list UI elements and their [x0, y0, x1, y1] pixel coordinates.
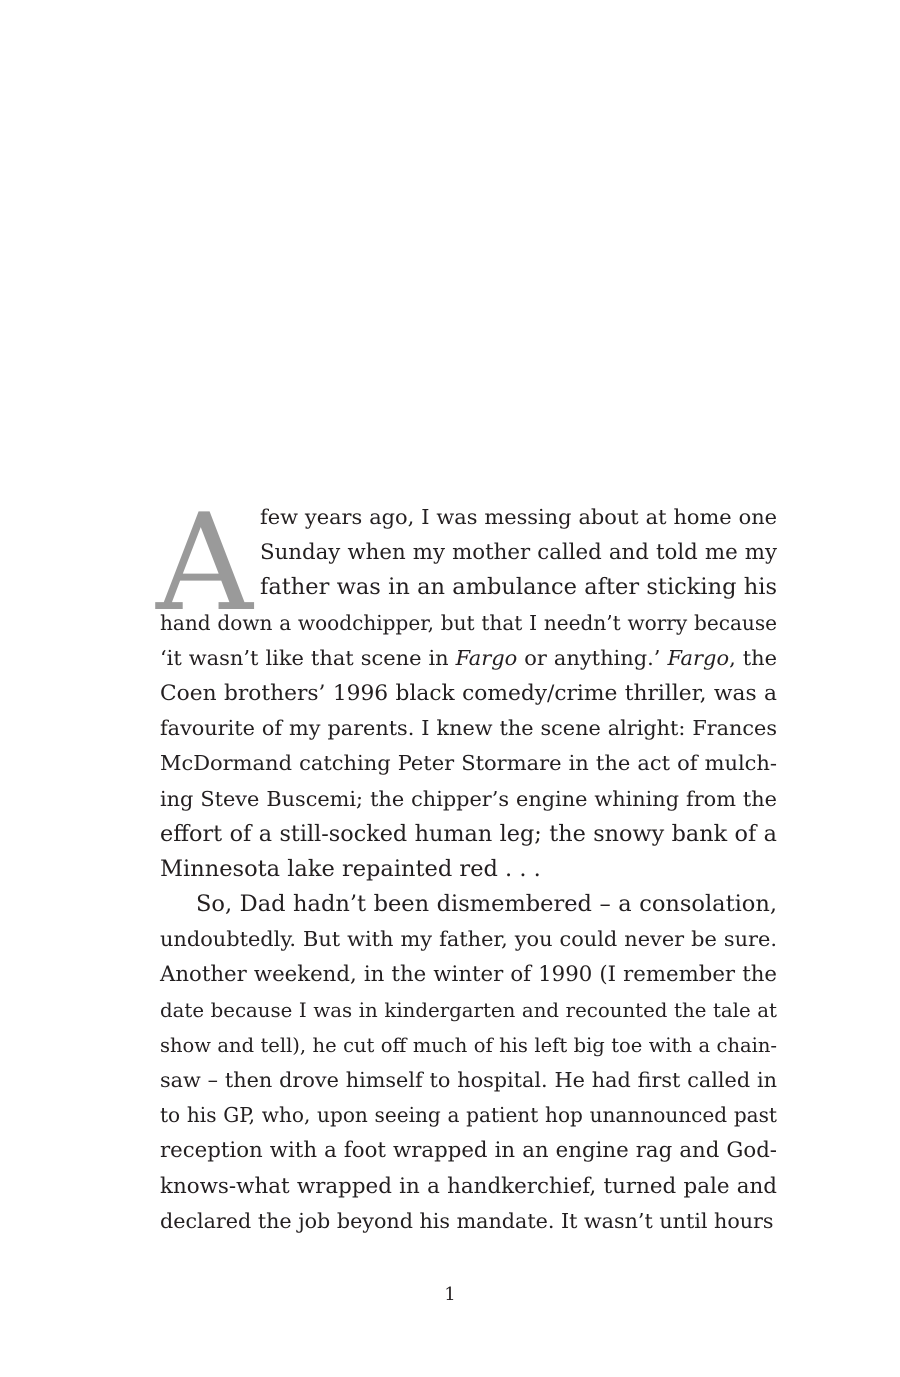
text-line: reception with a foot wrapped in an engine rag and God- — [160, 1138, 777, 1164]
text-line: Another weekend, in the winter of 1990 (I remember the — [160, 962, 777, 988]
text-line: father was in an ambulance after sticking his — [260, 574, 777, 601]
text-line: McDormand catching Peter Stormare in the act of mulch- — [160, 751, 777, 776]
text-line: So, Dad hadn’t been dismembered – a consolation, — [196, 891, 777, 918]
paragraph-2 — [160, 887, 777, 1239]
text-line: few years ago, I was messing about at home one — [260, 505, 777, 529]
text-run: , the — [729, 645, 778, 670]
text-line: Minnesota lake repainted red . . . — [160, 855, 541, 882]
text-line: saw – then drove himself to hospital. He had first called in — [160, 1068, 777, 1092]
text-line: ing Steve Buscemi; the chipper’s engine whining from the — [160, 786, 777, 811]
drop-cap: A — [156, 485, 253, 641]
text-line: Coen brothers’ 1996 black comedy/crime thriller, was a — [160, 680, 777, 706]
text-line: effort of a still-socked human leg; the snowy bank of a — [160, 820, 777, 847]
text-line: declared the job beyond his mandate. It wasn’t until hours — [160, 1208, 774, 1233]
text-run: ‘it wasn’t like that scene in — [160, 645, 456, 670]
text-line: Sunday when my mother called and told me my — [260, 540, 777, 566]
italic-title: Fargo — [455, 645, 518, 670]
text-line: knows-what wrapped in a handkerchief, turned pale and — [160, 1173, 777, 1199]
text-line: show and tell), he cut off much of his left big toe with a chain- — [160, 1033, 777, 1057]
text-line: favourite of my parents. I knew the scene alright: Frances — [160, 716, 777, 741]
text-line: hand down a woodchipper, but that I needn’t worry because — [160, 610, 777, 635]
italic-title: Fargo — [667, 645, 730, 670]
text-line: to his GP, who, upon seeing a patient hop unannounced past — [160, 1103, 777, 1128]
text-line: date because I was in kindergarten and recounted the tale at — [160, 998, 777, 1022]
text-line: undoubtedly. But with my father, you could never be sure. — [160, 927, 777, 952]
body-text — [156, 485, 778, 1239]
text-line — [160, 641, 777, 676]
text-run: or anything.’ — [517, 645, 668, 670]
page-number: 1 — [444, 1284, 456, 1305]
